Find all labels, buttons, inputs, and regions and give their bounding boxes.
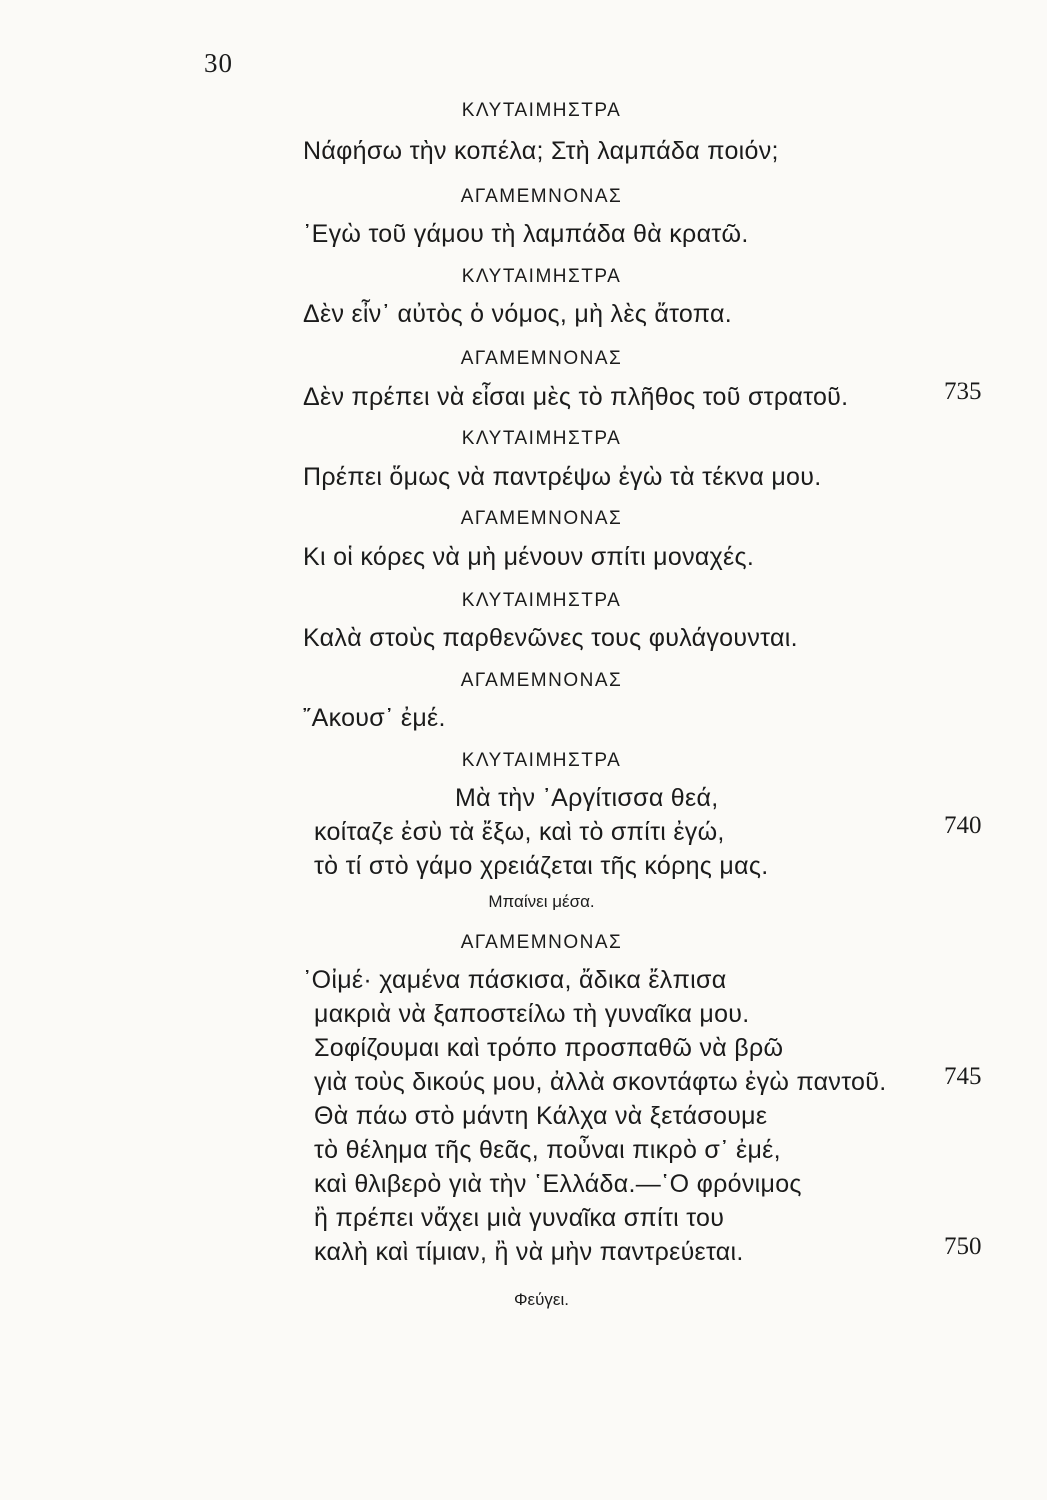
- verse-line: Μὰ τὴν ᾿Αργίτισσα θεά,: [455, 784, 719, 812]
- verse-line: Δὲν πρέπει νὰ εἶσαι μὲς τὸ πλῆθος τοῦ στρατοῦ.: [303, 383, 849, 411]
- speaker-heading: ΑΓΑΜΕΜΝΟΝΑΣ: [460, 932, 623, 953]
- speaker-heading: ΑΓΑΜΕΜΝΟΝΑΣ: [460, 670, 623, 691]
- line-number: 750: [944, 1233, 982, 1260]
- verse-line: Πρέπει ὅμως νὰ παντρέψω ἐγὼ τὰ τέκνα μου.: [303, 463, 822, 491]
- speaker-heading: ΚΛΥΤΑΙΜΗΣΤΡΑ: [461, 750, 622, 771]
- page-number: 30: [204, 48, 233, 78]
- verse-line: ᾿Εγὼ τοῦ γάμου τὴ λαμπάδα θὰ κρατῶ.: [303, 220, 749, 248]
- verse-line: Σοφίζουμαι καὶ τρόπο προσπαθῶ νὰ βρῶ: [314, 1034, 784, 1062]
- speaker-heading: ΚΛΥΤΑΙΜΗΣΤΡΑ: [461, 100, 622, 121]
- stage-direction: Φεύγει.: [513, 1290, 570, 1309]
- line-number: 735: [944, 378, 982, 405]
- speaker-heading: ΚΛΥΤΑΙΜΗΣΤΡΑ: [461, 428, 622, 449]
- verse-line: Καλὰ στοὺς παρθενῶνες τους φυλάγουνται.: [303, 624, 798, 652]
- speaker-heading: ΚΛΥΤΑΙΜΗΣΤΡΑ: [461, 590, 622, 611]
- verse-line: τὸ θέλημα τῆς θεᾶς, ποὖναι πικρὸ σ᾿ ἐμέ,: [314, 1136, 781, 1164]
- speaker-heading: ΚΛΥΤΑΙΜΗΣΤΡΑ: [461, 266, 622, 287]
- verse-line: τὸ τί στὸ γάμο χρειάζεται τῆς κόρης μας.: [314, 852, 769, 880]
- verse-line: κοίταζε ἐσὺ τὰ ἔξω, καὶ τὸ σπίτι ἐγώ,: [314, 818, 725, 846]
- line-number: 745: [944, 1063, 982, 1090]
- verse-line: καλὴ καὶ τίμιαν, ἢ νὰ μὴν παντρεύεται.: [314, 1238, 744, 1266]
- verse-line: Νάφήσω τὴν κοπέλα; Στὴ λαμπάδα ποιόν;: [303, 137, 779, 165]
- verse-line: γιὰ τοὺς δικούς μου, ἀλλὰ σκοντάφτω ἐγὼ παντοῦ.: [314, 1068, 887, 1096]
- verse-line: ᾿Οἰμέ· χαμένα πάσκισα, ἄδικα ἔλπισα: [303, 966, 727, 994]
- line-number: 740: [944, 812, 982, 839]
- verse-line: καὶ θλιβερὸ γιὰ τὴν ῾Ελλάδα.—῾Ο φρόνιμος: [314, 1170, 802, 1198]
- speaker-heading: ΑΓΑΜΕΜΝΟΝΑΣ: [460, 348, 623, 369]
- verse-line: ἢ πρέπει νἄχει μιὰ γυναῖκα σπίτι του: [314, 1204, 725, 1232]
- verse-line: Δὲν εἶν᾿ αὐτὸς ὁ νόμος, μὴ λὲς ἄτοπα.: [303, 300, 732, 328]
- verse-line: μακριὰ νὰ ξαποστείλω τὴ γυναῖκα μου.: [314, 1000, 750, 1028]
- speaker-heading: ΑΓΑΜΕΜΝΟΝΑΣ: [460, 508, 623, 529]
- speaker-heading: ΑΓΑΜΕΜΝΟΝΑΣ: [460, 186, 623, 207]
- verse-line: Θὰ πάω στὸ μάντη Κάλχα νὰ ξετάσουμε: [314, 1102, 768, 1130]
- verse-line: ῎Ακουσ᾿ ἐμέ.: [303, 704, 446, 732]
- stage-direction: Μπαίνει μέσα.: [488, 892, 595, 911]
- verse-line: Κι οἱ κόρες νὰ μὴ μένουν σπίτι μοναχές.: [303, 543, 755, 571]
